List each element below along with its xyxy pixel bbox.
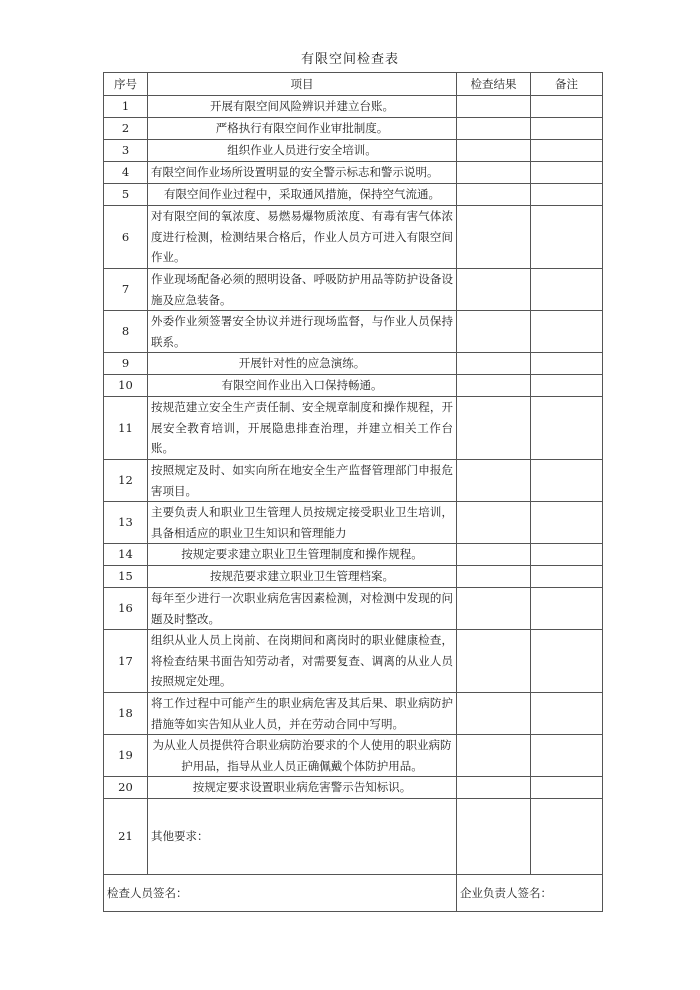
result-cell[interactable]: [457, 353, 531, 375]
row-item: 按照规定及时、如实向所在地安全生产监督管理部门申报危害项目。: [148, 460, 457, 502]
table-row: [104, 311, 603, 353]
remark-cell[interactable]: [531, 162, 603, 184]
remark-cell[interactable]: [531, 397, 603, 460]
row-number: 5: [104, 184, 148, 206]
row-item: 作业现场配备必须的照明设备、呼吸防护用品等防护设备设施及应急装备。: [148, 269, 457, 311]
row-item: 外委作业须签署安全协议并进行现场监督，与作业人员保持联系。: [148, 311, 457, 353]
responsible-signature-label[interactable]: 企业负责人签名：: [457, 875, 603, 912]
result-cell[interactable]: [457, 588, 531, 630]
row-item: 开展有限空间风险辨识并建立台账。: [148, 96, 457, 118]
remark-cell[interactable]: [531, 460, 603, 502]
row-item: 组织作业人员进行安全培训。: [148, 140, 457, 162]
row-item: 主要负责人和职业卫生管理人员按规定接受职业卫生培训，具备相适应的职业卫生知识和管理能力: [148, 502, 457, 544]
row-number: 21: [104, 799, 148, 875]
row-item: 开展针对性的应急演练。: [148, 353, 457, 375]
table-row: [104, 799, 603, 875]
result-cell[interactable]: [457, 566, 531, 588]
table-row: [104, 693, 603, 735]
remark-cell[interactable]: [531, 777, 603, 799]
row-number: 13: [104, 502, 148, 544]
table-header-row: [104, 73, 603, 96]
remark-cell[interactable]: [531, 118, 603, 140]
remark-cell[interactable]: [531, 269, 603, 311]
remark-cell[interactable]: [531, 311, 603, 353]
row-number: 10: [104, 375, 148, 397]
remark-cell[interactable]: [531, 799, 603, 875]
table-row: [104, 206, 603, 269]
row-item: 为从业人员提供符合职业病防治要求的个人使用的职业病防护用品，指导从业人员正确佩戴个体防护用品。: [148, 735, 457, 777]
row-number: 20: [104, 777, 148, 799]
result-cell[interactable]: [457, 630, 531, 693]
inspector-signature-label[interactable]: 检查人员签名：: [104, 875, 457, 912]
row-item: 有限空间作业过程中，采取通风措施，保持空气流通。: [148, 184, 457, 206]
result-cell[interactable]: [457, 206, 531, 269]
result-cell[interactable]: [457, 375, 531, 397]
table-row: [104, 269, 603, 311]
remark-cell[interactable]: [531, 502, 603, 544]
row-number: 3: [104, 140, 148, 162]
row-item: 组织从业人员上岗前、在岗期间和离岗时的职业健康检查，将检查结果书面告知劳动者，对需要复查、调离的从业人员按照规定处理。: [148, 630, 457, 693]
table-row: [104, 140, 603, 162]
row-number: 19: [104, 735, 148, 777]
row-number: 16: [104, 588, 148, 630]
table-row: [104, 118, 603, 140]
result-cell[interactable]: [457, 460, 531, 502]
row-item: 严格执行有限空间作业审批制度。: [148, 118, 457, 140]
signature-row: [104, 875, 603, 912]
result-cell[interactable]: [457, 140, 531, 162]
row-number: 17: [104, 630, 148, 693]
row-number: 8: [104, 311, 148, 353]
table-row: [104, 397, 603, 460]
row-number: 9: [104, 353, 148, 375]
remark-cell[interactable]: [531, 375, 603, 397]
result-cell[interactable]: [457, 162, 531, 184]
row-number: 2: [104, 118, 148, 140]
row-number: 1: [104, 96, 148, 118]
result-cell[interactable]: [457, 799, 531, 875]
remark-cell[interactable]: [531, 588, 603, 630]
row-number: 7: [104, 269, 148, 311]
row-item: 对有限空间的氧浓度、易燃易爆物质浓度、有毒有害气体浓度进行检测，检测结果合格后，作业人员方可进入有限空间作业。: [148, 206, 457, 269]
result-cell[interactable]: [457, 184, 531, 206]
remark-cell[interactable]: [531, 630, 603, 693]
remark-cell[interactable]: [531, 544, 603, 566]
remark-cell[interactable]: [531, 184, 603, 206]
table-row: [104, 566, 603, 588]
remark-cell[interactable]: [531, 693, 603, 735]
row-item: 按规定要求建立职业卫生管理制度和操作规程。: [148, 544, 457, 566]
result-cell[interactable]: [457, 118, 531, 140]
table-row: [104, 460, 603, 502]
row-item: 有限空间作业场所设置明显的安全警示标志和警示说明。: [148, 162, 457, 184]
row-number: 4: [104, 162, 148, 184]
row-number: 6: [104, 206, 148, 269]
header-result: 检查结果: [457, 73, 531, 96]
row-number: 15: [104, 566, 148, 588]
header-remark: 备注: [531, 73, 603, 96]
result-cell[interactable]: [457, 311, 531, 353]
row-item: 按规定要求设置职业病危害警示告知标识。: [148, 777, 457, 799]
row-item: 按规范要求建立职业卫生管理档案。: [148, 566, 457, 588]
table-row: [104, 735, 603, 777]
result-cell[interactable]: [457, 397, 531, 460]
result-cell[interactable]: [457, 502, 531, 544]
result-cell[interactable]: [457, 544, 531, 566]
header-seq: 序号: [104, 73, 148, 96]
table-row: [104, 375, 603, 397]
table-row: [104, 184, 603, 206]
row-item: 将工作过程中可能产生的职业病危害及其后果、职业病防护措施等如实告知从业人员，并在劳动合同中写明。: [148, 693, 457, 735]
table-row: [104, 353, 603, 375]
remark-cell[interactable]: [531, 353, 603, 375]
result-cell[interactable]: [457, 735, 531, 777]
remark-cell[interactable]: [531, 206, 603, 269]
row-number: 18: [104, 693, 148, 735]
remark-cell[interactable]: [531, 96, 603, 118]
result-cell[interactable]: [457, 693, 531, 735]
row-item: 有限空间作业出入口保持畅通。: [148, 375, 457, 397]
header-item: 项目: [148, 73, 457, 96]
table-row: [104, 96, 603, 118]
table-row: [104, 502, 603, 544]
table-row: [104, 544, 603, 566]
remark-cell[interactable]: [531, 566, 603, 588]
table-row: [104, 162, 603, 184]
inspection-table: [103, 72, 603, 912]
row-number: 12: [104, 460, 148, 502]
result-cell[interactable]: [457, 777, 531, 799]
row-number: 11: [104, 397, 148, 460]
row-item: 每年至少进行一次职业病危害因素检测，对检测中发现的问题及时整改。: [148, 588, 457, 630]
table-row: [104, 630, 603, 693]
remark-cell[interactable]: [531, 735, 603, 777]
document-title: 有限空间检查表: [300, 52, 399, 67]
row-number: 14: [104, 544, 148, 566]
remark-cell[interactable]: [531, 140, 603, 162]
result-cell[interactable]: [457, 96, 531, 118]
table-row: [104, 777, 603, 799]
result-cell[interactable]: [457, 269, 531, 311]
row-item: 其他要求：: [148, 799, 457, 875]
row-item: 按规范建立安全生产责任制、安全规章制度和操作规程，开展安全教育培训，开展隐患排查治理，并建立相关工作台账。: [148, 397, 457, 460]
table-row: [104, 588, 603, 630]
